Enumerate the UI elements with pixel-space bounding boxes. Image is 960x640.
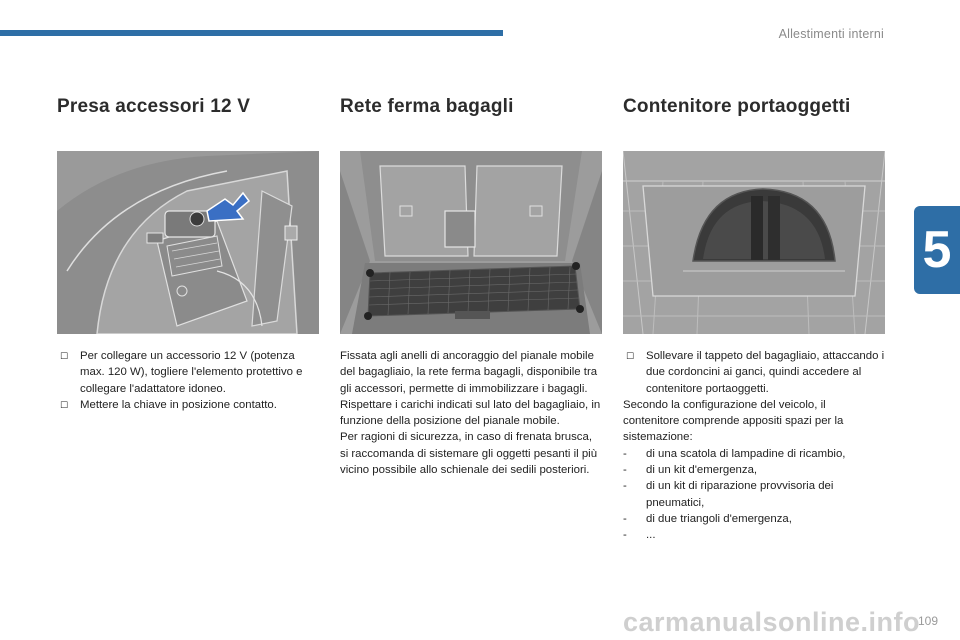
bullet-item: ☐ Per collegare un accessorio 12 V (potenza max. 120 W), togliere l'elemento protettivo e collegare l'adattatore idoneo. (60, 350, 303, 395)
paragraph: Per ragioni di sicurezza, in caso di frenata brusca, si raccomanda di sistemare gli oggetti pesanti il più vicino possibile allo schienale dei sedili posteriori. (340, 431, 598, 477)
checkbox-bullet-icon: ☐ (60, 399, 69, 410)
bullet-item: ☐ Sollevare il tappeto del bagagliaio, attaccando i due cordoncini ai ganci, quindi accedere al contenitore portaoggetti. (626, 350, 885, 395)
dash-item: - di un kit d'emergenza, (623, 464, 758, 477)
photo-trunk-12v-socket (57, 151, 319, 334)
column-text (340, 348, 602, 478)
bullet-item: ☐ Mettere la chiave in posizione contatto. (57, 397, 319, 413)
column-presa-accessori (57, 96, 319, 411)
paragraph: Rispettare i carichi indicati sul lato del bagagliaio, in funzione della posizione del pianale mobile. (340, 398, 601, 428)
column-title: Presa accessori 12 V (57, 96, 251, 117)
dash-item: - di una scatola di lampadine di ricambio, (623, 447, 846, 460)
column-title: Rete ferma bagagli (340, 96, 514, 117)
photo-cargo-net (340, 151, 602, 334)
dash-item: - di due triangoli d'emergenza, (623, 512, 792, 525)
photo-storage-compartment (623, 151, 885, 334)
column-text (623, 348, 885, 544)
page-number: 109 (917, 614, 938, 628)
section-header: Allestimenti interni (778, 27, 884, 41)
dash-item: - ... (623, 529, 656, 542)
top-accent-bar (0, 30, 503, 36)
paragraph: Secondo la configurazione del veicolo, il contenitore comprende appositi spazi per la sistemazione: (623, 398, 844, 444)
watermark: carmanualsonline.info (622, 607, 920, 637)
checkbox-bullet-icon: ☐ (626, 351, 635, 361)
column-text (57, 348, 319, 413)
dash-item: - di un kit di riparazione provvisoria dei pneumatici, (623, 480, 834, 509)
column-title: Contenitore portaoggetti (623, 96, 851, 117)
chapter-tab: 5 (914, 206, 960, 294)
column-contenitore-portaoggetti (623, 96, 885, 542)
column-rete-ferma-bagagli (340, 96, 602, 477)
paragraph: Fissata agli anelli di ancoraggio del pianale mobile del bagagliaio, la rete ferma bagagli, disponibile tra gli accessori, permette di immobilizzare i bagagli. (340, 350, 598, 395)
checkbox-bullet-icon: ☐ (60, 351, 69, 361)
